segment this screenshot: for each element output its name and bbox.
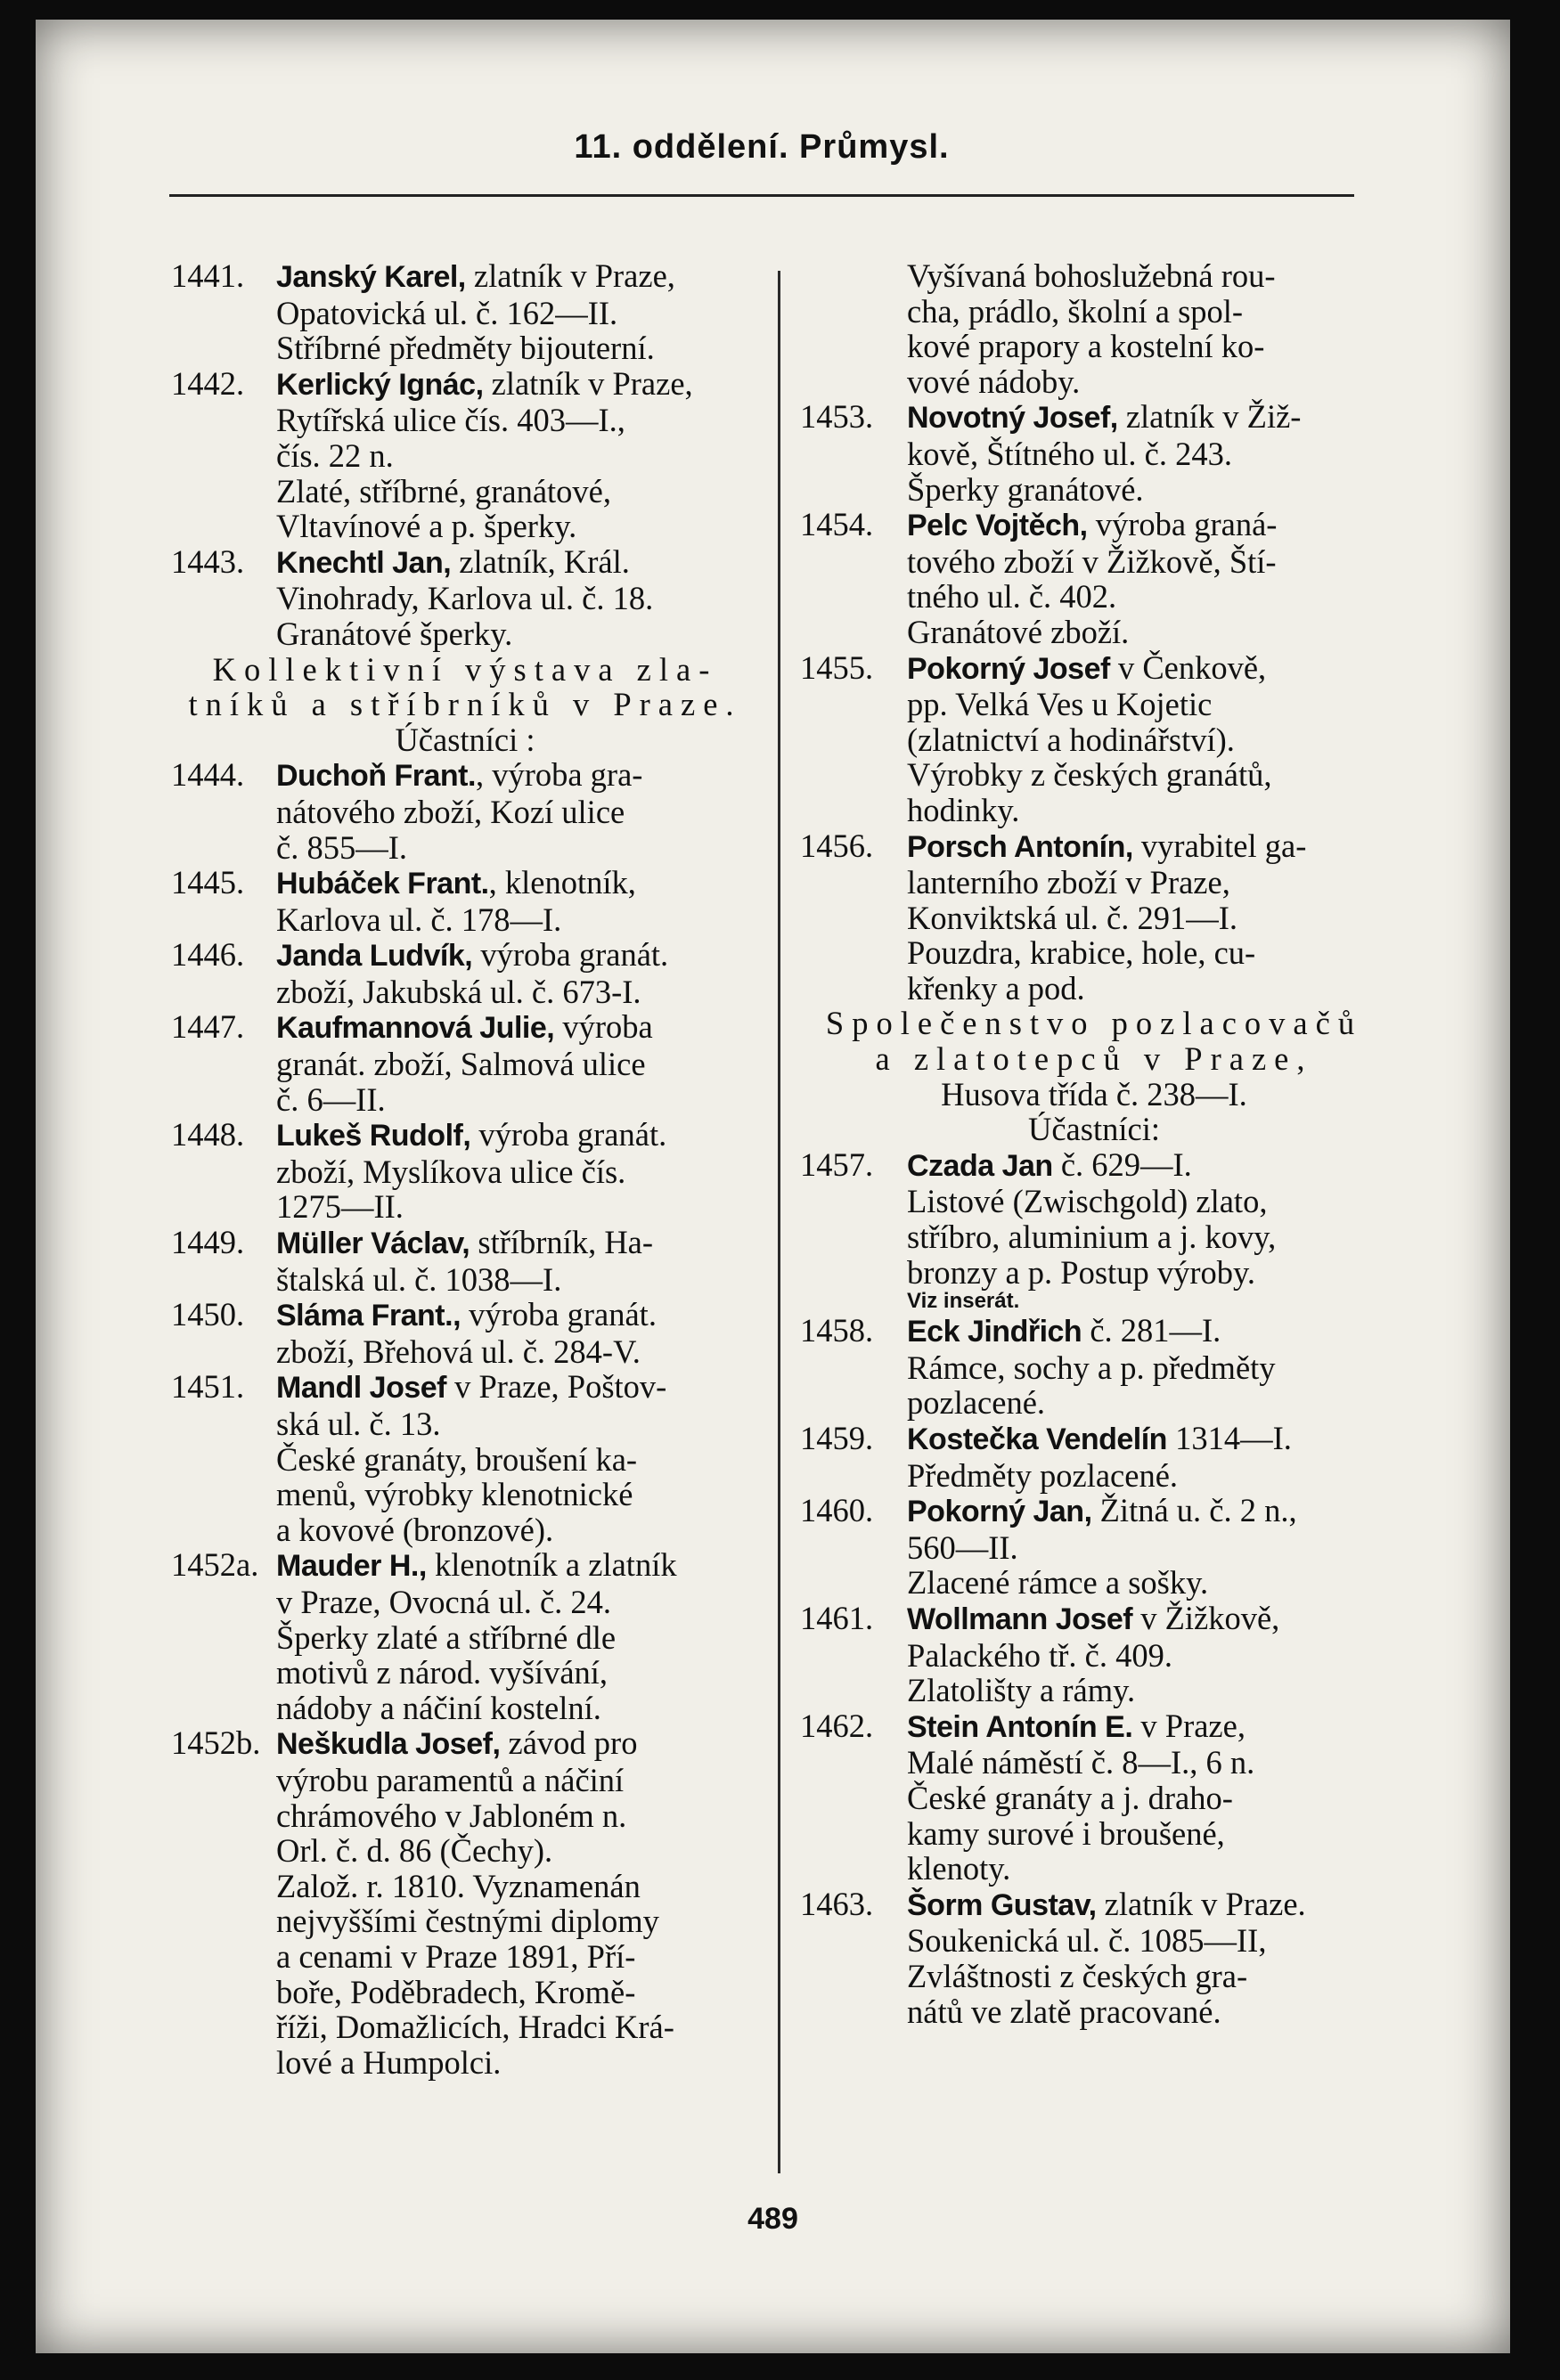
exhibitor-name: Wollmann Josef [907,1602,1133,1636]
left-column [171,258,759,2080]
entry-line: (zlatnictví a hodinářství). [907,721,1235,758]
exhibitor-name: Janda Ludvík, [276,939,473,974]
exhibitor-name: Müller Václav, [276,1227,470,1261]
entry-line: tového zboží v Žižkově, Ští- [907,542,1277,580]
exhibitor-name: Pokorný Josef [907,651,1110,686]
entry-heading-rest: zlatník v Praze, [465,257,675,294]
book-page [36,20,1510,2353]
entry-heading-rest: zlatník, Král. [451,542,630,580]
insert-note: Viz inserát. [907,1289,1020,1314]
entry-number: 1458. [800,1312,874,1349]
entry-number: 1453. [800,398,874,436]
entry-head [800,650,1388,688]
entry-number: 1459. [800,1420,874,1456]
entry-heading-rest: 1314—I. [1166,1420,1292,1456]
exhibitor-name: Novotný Josef, [907,401,1118,436]
entry-heading [907,1887,1388,1924]
section-title-line: a zlatotepců v Praze, [875,1040,1313,1078]
entry-number: 1463. [800,1885,874,1922]
exhibitor-name: Kostečka Vendelín [907,1422,1167,1456]
catalog-entry [800,1708,1388,1887]
entry-line: Konviktská ul. č. 291—I. [907,899,1238,936]
entry-number: 1450. [171,1296,245,1333]
entry-number: 1446. [171,936,245,974]
entry-heading [276,366,759,403]
entry-line: Opatovická ul. č. 162—II. [276,294,618,331]
catalog-entry [171,1547,759,1725]
entry-heading-rest: výroba granát. [470,1116,667,1153]
entry-heading [907,1708,1388,1746]
entry-line: Šperky granátové. [907,470,1144,508]
entry-line: Stříbrné předměty bijouterní. [276,330,655,367]
entry-heading-rest: zlatník v Praze, [483,364,693,402]
entry-head [171,544,759,582]
entry-line: pp. Velká Ves u Kojetic [907,686,1213,723]
entry-heading-rest: , výroba gra- [475,756,643,794]
entry-line: motivů z národ. vyšívání, [276,1654,608,1691]
header-rule [169,194,1354,197]
entry-number: 1462. [800,1707,874,1744]
entry-heading [907,399,1388,436]
entry-line: Vinohrady, Karlova ul. č. 18. [276,580,654,617]
entry-number: 1443. [171,542,245,580]
exhibitor-name: Eck Jindřich [907,1315,1082,1349]
entry-line: Soukenická ul. č. 1085—II, [907,1922,1267,1960]
entry-line: Palackého tř. č. 409. [907,1636,1172,1674]
catalog-entry [800,828,1388,1007]
right-column [800,258,1388,2029]
entry-heading [276,1009,759,1047]
entry-number: 1452b. [171,1724,261,1762]
catalog-entry [800,1601,1388,1708]
entry-line: ská ul. č. 13. [276,1406,441,1442]
entry-line: menů, výrobky klenotnické [276,1476,633,1513]
entry-head [800,828,1388,866]
entry-number: 1447. [171,1008,245,1046]
entry-line: nátů ve zlatě pracované. [907,1993,1221,2030]
entry-heading [276,1547,759,1585]
entry-line: lanterního zboží v Praze, [907,864,1230,901]
entry-number: 1449. [171,1224,245,1261]
exhibitor-name: Hubáček Frant. [276,867,489,901]
exhibitor-name: Neškudla Josef, [276,1727,501,1762]
entry-line: Granátové zboží. [907,613,1130,650]
entry-heading-rest: výroba granát. [472,936,669,974]
entry-head [800,1493,1388,1530]
entry-line: Zvláštnosti z českých gra- [907,1957,1248,1994]
entry-line: stříbro, aluminium a j. kovy, [907,1219,1277,1256]
entry-heading [276,1297,759,1334]
exhibitor-name: Šorm Gustav, [907,1887,1097,1922]
entry-line: říži, Domažlicích, Hradci Krá- [276,2009,674,2046]
entry-head [800,399,1388,436]
exhibitor-name: Kerlický Ignác, [276,367,484,402]
entry-heading [276,258,759,296]
entry-heading-rest: č. 281—I. [1082,1312,1221,1349]
entry-heading-rest: v Praze, [1132,1707,1246,1744]
entry-number: 1452a. [171,1546,259,1584]
entry-heading [907,650,1388,688]
entry-line: a cenami v Praze 1891, Pří- [276,1937,636,1975]
entry-heading [907,1147,1388,1185]
entry-heading [907,1421,1388,1458]
exhibitor-name: Knechtl Jan, [276,545,452,580]
entry-heading [276,757,759,795]
entry-line: č. 855—I. [276,828,407,866]
catalog-entry [171,757,759,865]
catalog-entry [171,865,759,937]
exhibitor-name: Duchoň Frant. [276,759,476,794]
entry-heading [907,1313,1388,1350]
entry-heading [276,544,759,582]
entry-heading-rest: zlatník v Praze. [1096,1885,1306,1922]
entry-head [171,1369,759,1406]
entry-line: hodinky. [907,791,1020,828]
entry-line: vové nádoby. [907,363,1081,400]
exhibitor-name: Czada Jan [907,1148,1053,1183]
entry-line: nátového zboží, Kozí ulice [276,793,625,830]
entry-heading [276,1725,759,1763]
exhibitor-name: Lukeš Rudolf, [276,1119,471,1153]
entry-head [800,1708,1388,1746]
entry-heading-rest: klenotník a zlatník [426,1546,677,1584]
entry-number: 1445. [171,864,245,901]
entry-heading [907,828,1388,866]
entry-heading [276,1225,759,1262]
entry-line: České granáty a j. draho- [907,1779,1233,1816]
entry-number: 1461. [800,1599,874,1636]
catalog-entry [171,1297,759,1369]
section-block [800,1006,1388,1146]
page-number: 489 [747,2202,798,2236]
entry-line: Malé náměstí č. 8—I., 6 n. [907,1744,1255,1781]
entry-line: štalská ul. č. 1038—I. [276,1260,562,1298]
entry-line: Pouzdra, krabice, hole, cu- [907,934,1256,972]
entry-line: České granáty, broušení ka- [276,1440,638,1478]
entry-line: Granátové šperky. [276,615,513,652]
entry-number: 1444. [171,756,245,794]
entry-heading-rest: stříbrník, Ha- [470,1224,654,1261]
catalog-entry [171,366,759,544]
section-title-line: tníků a stříbrníků v Praze. [188,686,742,723]
entry-line: zboží, Myslíkova ulice čís. [276,1153,626,1190]
entry-line: klenoty. [907,1850,1011,1887]
column-divider [778,271,780,2173]
entry-head [171,366,759,403]
entry-heading [276,1369,759,1406]
exhibitor-name: Sláma Frant., [276,1299,461,1333]
entry-line: v Praze, Ovocná ul. č. 24. [276,1583,612,1620]
entry-line: nádoby a náčiní kostelní. [276,1689,601,1726]
entry-heading [907,1493,1388,1530]
entry-head [800,507,1388,544]
catalog-entry [800,1147,1388,1313]
catalog-entry [171,258,759,366]
entry-number: 1460. [800,1492,874,1529]
catalog-entry [171,544,759,652]
participants-label: Účastníci : [395,721,535,758]
catalog-entry [800,1313,1388,1421]
catalog-entry [171,1725,759,2080]
entry-line: Šperky zlaté a stříbrné dle [276,1618,617,1656]
entry-heading-rest: Žitná u. č. 2 n., [1091,1492,1297,1529]
section-block [171,652,759,758]
entry-line: výrobu paramentů a náčiní [276,1761,625,1798]
entry-line: nejvyššími čestnými diplomy [276,1903,659,1940]
entry-number: 1454. [800,506,874,543]
catalog-entry [171,937,759,1009]
catalog-entry [800,650,1388,828]
entry-heading-rest: závod pro [500,1724,638,1762]
entry-head [800,1313,1388,1350]
exhibitor-name: Porsch Antonín, [907,829,1133,864]
entry-heading [276,937,759,974]
entry-number: 1451. [171,1368,245,1406]
entry-heading [276,865,759,902]
participants-label: Účastníci: [1028,1111,1160,1148]
entry-head [800,1601,1388,1638]
catalog-entry [800,1421,1388,1493]
entry-number: 1441. [171,257,245,294]
entry-head [171,1117,759,1154]
entry-line: kově, Štítného ul. č. 243. [907,435,1232,472]
entry-head [800,1147,1388,1185]
entry-heading-rest: zlatník v Žiž- [1117,398,1302,436]
entry-line: cha, prádlo, školní a spol- [907,292,1244,330]
section-title-line: Společenstvo pozlacovačů [825,1005,1363,1042]
entry-head [171,1547,759,1585]
entry-heading [907,1601,1388,1638]
entry-line: Založ. r. 1810. Vyznamenán [276,1867,641,1904]
exhibitor-name: Pokorný Jan, [907,1495,1092,1529]
entry-heading [907,507,1388,544]
entry-line: 560—II. [907,1528,1018,1566]
entry-line: Orl. č. d. 86 (Čechy). [276,1832,553,1870]
exhibitor-name: Kaufmannová Julie, [276,1011,555,1046]
entry-head [171,1725,759,1763]
entry-line: lové a Humpolci. [276,2043,502,2081]
exhibitor-name: Stein Antonín E. [907,1709,1133,1744]
entry-line: Výrobky z českých granátů, [907,756,1272,794]
entry-number: 1456. [800,827,874,864]
entry-line: pozlacené. [907,1384,1046,1422]
entry-line: chrámového v Jabloném n. [276,1797,627,1834]
catalog-entry [800,1493,1388,1601]
entry-line: křenky a pod. [907,969,1085,1007]
entry-head [171,865,759,902]
entry-heading-rest: v Žižkově, [1132,1599,1280,1636]
entry-line: Karlova ul. č. 178—I. [276,901,562,938]
entry-head [171,1009,759,1047]
entry-line: Listové (Zwischgold) zlato, [907,1183,1268,1220]
entry-line: Zlaté, stříbrné, granátové, [276,472,611,509]
entry-number: 1442. [171,364,245,402]
exhibitor-name: Pelc Vojtěch, [907,509,1088,543]
entry-heading-rest: vyrabitel ga- [1132,827,1307,864]
entry-heading-rest: výroba graná- [1087,506,1278,543]
exhibitor-name: Mauder H., [276,1549,427,1584]
entry-line: kové prapory a kostelní ko- [907,328,1265,365]
entry-head [171,1225,759,1262]
entry-number: 1448. [171,1116,245,1153]
entry-line: Zlatolišty a rámy. [907,1672,1136,1709]
catalog-entry [171,1117,759,1225]
continued-entry [800,258,1388,399]
entry-heading-rest: v Praze, Poštov- [445,1368,667,1406]
entry-line: čís. 22 n. [276,436,394,474]
entry-head [171,937,759,974]
entry-number: 1455. [800,648,874,686]
entry-heading [276,1117,759,1154]
catalog-entry [800,1887,1388,2029]
entry-line: kamy surové i broušené, [907,1814,1225,1852]
entry-line: Vltavínové a p. šperky. [276,508,577,545]
catalog-entry [800,399,1388,507]
entry-head [171,258,759,296]
catalog-entry [171,1225,759,1297]
entry-head [800,1887,1388,1924]
entry-line: boře, Poděbradech, Kromě- [276,1973,636,2010]
entry-heading-rest: výroba granát. [461,1296,657,1333]
entry-head [171,1297,759,1334]
entry-line: č. 6—II. [276,1080,386,1118]
entry-line: bronzy a p. Postup výroby. [907,1253,1255,1291]
entry-line: zboží, Břehová ul. č. 284-V. [276,1333,641,1370]
entry-line: Předměty pozlacené. [907,1456,1179,1494]
entry-line: 1275—II. [276,1188,404,1226]
exhibitor-name: Janský Karel, [276,260,466,294]
catalog-entry [171,1369,759,1547]
section-address: Husova třída č. 238—I. [941,1075,1247,1113]
catalog-entry [800,507,1388,649]
entry-head [800,1421,1388,1458]
entry-number: 1457. [800,1145,874,1183]
entry-heading-rest: č. 629—I. [1052,1145,1192,1183]
entry-line: zboží, Jakubská ul. č. 673-I. [276,973,641,1010]
entry-line: Rytířská ulice čís. 403—I., [276,402,625,439]
entry-line: a kovové (bronzové). [276,1511,554,1548]
entry-line: granát. zboží, Salmová ulice [276,1046,646,1083]
exhibitor-name: Mandl Josef [276,1371,446,1406]
entry-heading-rest: v Čenkově, [1109,648,1267,686]
catalog-entry [171,1009,759,1117]
entry-line: Vyšívaná bohoslužebná rou- [907,257,1276,294]
section-title-line: Kollektivní výstava zla- [212,650,718,688]
entry-head [171,757,759,795]
entry-line: tného ul. č. 402. [907,578,1117,615]
entry-line: Rámce, sochy a p. předměty [907,1349,1276,1386]
page-header: 11. oddělení. Průmysl. [574,128,950,166]
entry-heading-rest: , klenotník, [488,864,636,901]
entry-line: Zlacené rámce a sošky. [907,1564,1209,1602]
entry-heading-rest: výroba [554,1008,653,1046]
